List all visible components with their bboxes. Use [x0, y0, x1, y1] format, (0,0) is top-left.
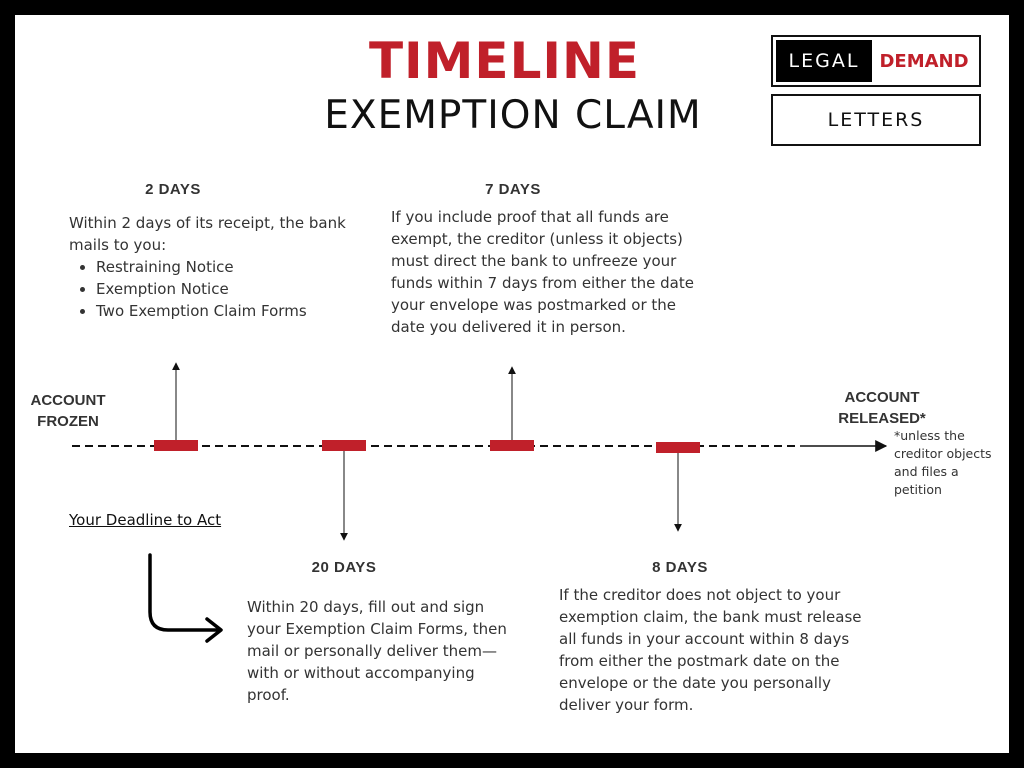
marker-2-days — [154, 440, 198, 451]
page-subtitle: EXEMPTION CLAIM — [324, 93, 702, 138]
list-item: • Restraining Notice — [96, 256, 349, 278]
marker-20-days — [322, 440, 366, 451]
step-8-days-heading: 8 DAYS — [652, 559, 708, 576]
end-label-line-1: ACCOUNT — [844, 389, 920, 406]
step-20-days-heading: 20 DAYS — [311, 559, 377, 576]
step-2-days-list — [69, 256, 349, 322]
step-20-days-text: Within 20 days, fill out and sign your Exemption Claim Forms, then mail or personally deliver them—with or without accompanying proof. — [247, 598, 507, 704]
end-note-line-2: creditor objects — [894, 446, 992, 461]
step-2-days-heading: 2 DAYS — [145, 181, 201, 198]
start-label-line-1: ACCOUNT — [30, 392, 106, 409]
marker-7-days — [490, 440, 534, 451]
deadline-label: Your Deadline to Act — [69, 511, 222, 529]
end-note-line-4: petition — [894, 482, 942, 497]
list-item: • Exemption Notice — [96, 278, 349, 300]
start-label-line-2: FROZEN — [37, 413, 99, 430]
end-note-line-3: and files a — [894, 464, 959, 479]
logo-demand: DEMAND — [879, 50, 969, 72]
step-2-days-text: Within 2 days of its receipt, the bank mails to you: — [69, 214, 346, 254]
end-note-line-1: *unless the — [894, 428, 965, 443]
start-label — [22, 390, 114, 432]
logo-letters: LETTERS — [771, 94, 981, 146]
step-2-days-body — [69, 212, 349, 322]
step-7-days-heading: 7 DAYS — [485, 181, 541, 198]
logo-legal: LEGAL — [776, 40, 872, 82]
end-label-line-2: RELEASED* — [838, 410, 926, 427]
list-item: • Two Exemption Claim Forms — [96, 300, 349, 322]
end-label — [826, 387, 938, 429]
page-title: TIMELINE — [368, 32, 641, 90]
step-8-days-text: If the creditor does not object to your exemption claim, the bank must release all funds in your account within 8 days from either the postmark date on the envelope or the date you personally deliver your form. — [559, 586, 862, 714]
end-note — [894, 427, 1009, 499]
marker-8-days — [656, 442, 700, 453]
step-7-days-text: If you include proof that all funds are exempt, the creditor (unless it objects) must direct the bank to unfreeze your funds within 7 days from either the date your envelope was postmarked or the date you delivered it in person. — [391, 208, 694, 336]
